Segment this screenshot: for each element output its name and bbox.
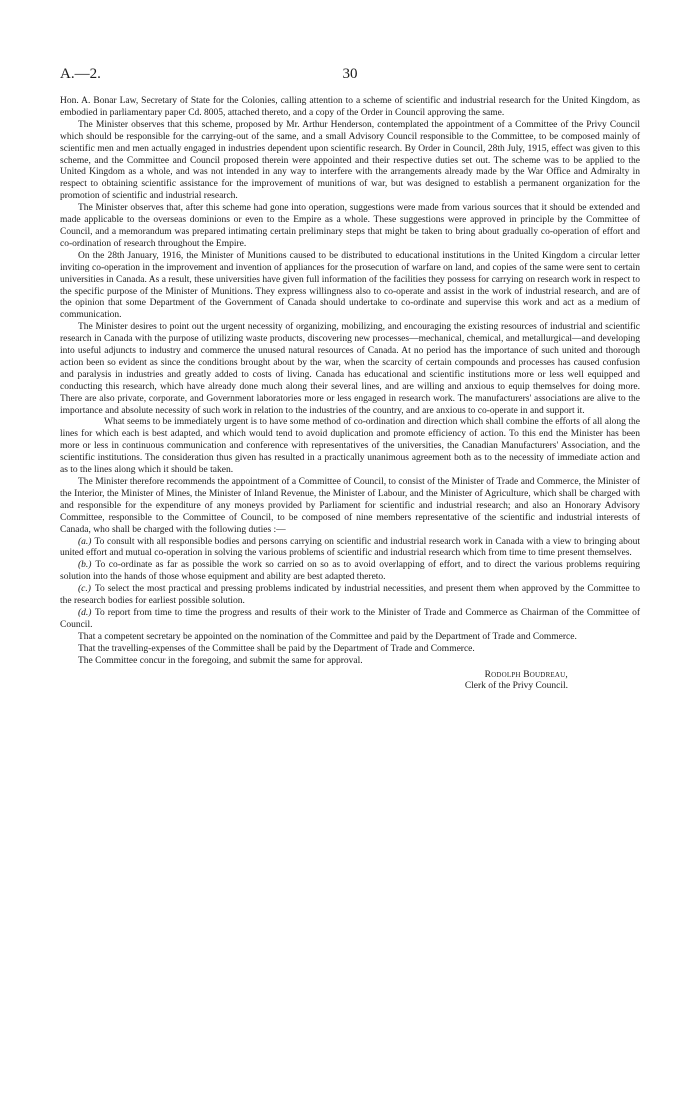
document-body <box>60 96 640 693</box>
paragraph-recommendation: The Minister therefore recommends the appointment of a Committee of Council, to consist of the Minister of Trade and Commerce, the Minister of the Interior, the Minister of Mines, the Minister of Inland Revenue, the Minister of Labour, and the Minister of Agriculture, which shall be charged with and responsible for the expenditure of any moneys provided by Parliament for scientific and industrial research; and also an Honorary Advisory Committee, responsible to the Committee of Council, to be composed of nine members representative of the scientific and industrial interests of Canada, who shall be charged with the following duties :— <box>60 477 640 535</box>
duty-item <box>60 584 640 608</box>
duty-item <box>60 608 640 632</box>
duty-text: To consult with all responsible bodies and persons carrying on scientific and industrial research work in Canada with a view to bringing about united effort and mutual co-operation in solving the various problems of scientific and industrial research which from time to time present themselves. <box>60 536 640 559</box>
paragraph-intro: Hon. A. Bonar Law, Secretary of State for the Colonies, calling attention to a scheme of scientific and industrial research for the United Kingdom, as embodied in parliamentary paper Cd. 8005, attached thereto, and a copy of the Order in Council approving the same. <box>60 96 640 118</box>
paragraph-extension: The Minister observes that, after this scheme had gone into operation, suggestions were made from various sources that it should be extended and made applicable to the overseas dominions or even to the Empire as a whole. These suggestions were approved in principle by the Committee of Council, and a memorandum was prepared intimating certain preliminary steps that might be taken to bring about gradually co-operation of effort and co-ordination of research throughout the Empire. <box>60 203 640 249</box>
paragraph-coordination: What seems to be immediately urgent is to have some method of co-ordination and direction which shall combine the efforts of all along the lines for which each is best adapted, and which would tend to avoid duplication and promote efficiency of action. To this end the Minister has been more or less in continuous communication and conference with representatives of the universities, the Canadian Manufacturers' Association, and the scientific institutions. The consideration thus given has resulted in a practically unanimous agreement both as to the necessity of immediate action and as to the lines along which it should be taken. <box>60 417 640 476</box>
duties-list <box>60 537 640 632</box>
duty-label: (d.) <box>78 607 92 618</box>
signatory-name: Rodolph Boudreau, <box>484 669 568 680</box>
duty-label: (c.) <box>78 584 91 595</box>
duty-label: (a.) <box>78 536 92 547</box>
duty-label: (b.) <box>78 560 92 571</box>
page-number: 30 <box>342 66 358 82</box>
duty-item <box>60 560 640 584</box>
paragraph-secretary: That a competent secretary be appointed on the nomination of the Committee and paid by the Department of Trade and Commerce. <box>78 631 577 642</box>
signatory-title: Clerk of the Privy Council. <box>464 681 568 692</box>
document-reference: A.—2. <box>60 66 101 82</box>
page-header <box>60 66 640 88</box>
paragraph-scheme: The Minister observes that this scheme, proposed by Mr. Arthur Henderson, contemplated the appointment of a Committee of the Privy Council which should be responsible for the carrying-out of the same, and a small Advisory Council responsible to the Committee, to be composed mainly of scientific men and men actually engaged in industries dependent upon scientific research. By Order in Council, 28th July, 1915, effect was given to this scheme, and the Committee and Council proposed therein were appointed and their respective duties set out. The scheme was to be applied to the United Kingdom as a whole, and was not intended in any way to interfere with the arrangements already made by the War Office and Admiralty in respect to obtaining scientific assistance for the improvement of munitions of war, but was designed to establish a permanent organization for the promotion of scientific and industrial research. <box>60 119 640 202</box>
duty-text: To select the most practical and pressing problems indicated by industrial necessities, and present them when approved by the Committee to the research bodies for earliest possible solution. <box>60 584 640 607</box>
signature-block <box>60 670 640 694</box>
paragraph-travelling-expenses: That the travelling-expenses of the Committee shall be paid by the Department of Trade and Commerce. <box>78 643 475 654</box>
duty-item <box>60 537 640 561</box>
duty-text: To report from time to time the progress and results of their work to the Minister of Trade and Commerce as Chairman of the Committee of Council. <box>60 607 640 630</box>
paragraph-munitions: On the 28th January, 1916, the Minister of Munitions caused to be distributed to educational institutions in the United Kingdom a circular letter inviting co-operation in the improvement and invention of appliances for the prosecution of warfare on land, and copies of the same were sent to certain universities in Canada. As a result, these universities have given full information of the facilities they possess for carrying on research work in respect to the specific purpose of the Minister of Munitions. They express willingness also to co-operate and assist in the work of industrial research, and are of the opinion that some Department of the Government of Canada should undertake to co-ordinate and supervise this work and act as a medium of communication. <box>60 250 640 321</box>
paragraph-concurrence: The Committee concur in the foregoing, and submit the same for approval. <box>78 655 363 666</box>
duty-text: To co-ordinate as far as possible the work so carried on so as to avoid overlapping of effort, and to direct the various problems requiring solution into the hands of those whose equipment and ability are best adapted thereto. <box>60 560 640 583</box>
paragraph-urgent-necessity: The Minister desires to point out the urgent necessity of organizing, mobilizing, and encouraging the existing resources of industrial and scientific research in Canada with the purpose of utilizing waste products, discovering new processes—mechanical, chemical, and metallurgical—and developing into useful adjuncts to industry and commerce the unused natural resources of Canada. At no period has the importance of such united and thorough action been so evident as since the conditions brought about by the war, when the scarcity of certain compounds and processes has caused confusion and paralysis in industries and greatly added to costs of living. Canada has educational and scientific institutions more or less well equipped and conducting this research, which have already done much along their several lines, and are willing and anxious to equip themselves for doing more. There are also private, corporate, and Government laboratories more or less engaged in research work. The manufacturers' associations are alive to the importance and absolute necessity of such work in relation to the industries of the country, and are anxious to co-operate in and support it. <box>60 322 640 416</box>
